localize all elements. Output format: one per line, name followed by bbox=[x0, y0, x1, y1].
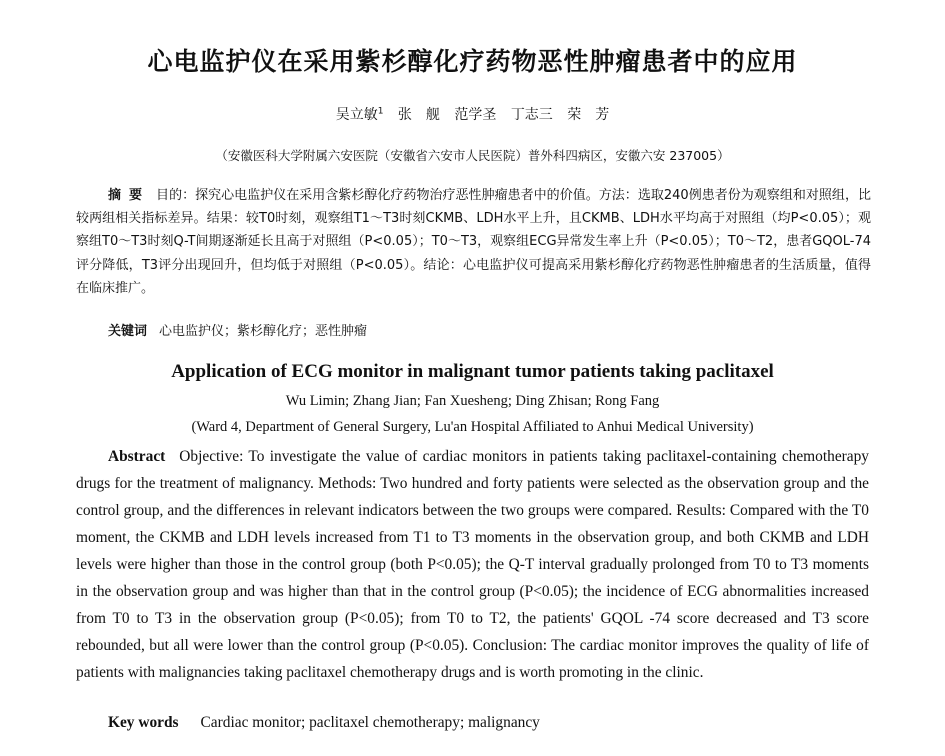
chinese-keywords bbox=[108, 320, 367, 339]
chinese-abstract-text: 目的：探究心电监护仪在采用含紫杉醇化疗药物治疗恶性肿瘤患者中的价值。方法：选取240例患者份为观察组和对照组，比较两组相关指标差异。结果：较T0时刻，观察组T1～T3时刻CKMB、LDH水平上升，且CKMB、LDH水平均高于对照组（均P<0.05）；观察组T0～T3时刻Q-T间期逐渐延长且高于对照组（P<0.05）；T0～T3，观察组ECG异常发生率上升（P<0.05）；T0～T2，患者GQOL-74评分降低，T3评分出现回升，但均低于对照组（P<0.05）。结论：心电监护仪可提高采用紫杉醇化疗药物恶性肿瘤患者的生活质量，值得在临床推广。 bbox=[76, 188, 871, 296]
english-authors: Wu Limin; Zhang Jian; Fan Xuesheng; Ding Zhisan; Rong Fang bbox=[285, 393, 660, 409]
english-abstract-text: Objective: To investigate the value of cardiac monitors in patients taking paclitaxel-containing chemotherapy drugs for the treatment of malignancy. Methods: Two hundred and forty patients were selected as the observation group and the control group, and the differences in relevant indicators between the two groups were compared. Results: Compared with the T0 moment, the CKMB and LDH levels increased from T1 to T3 moments in the observation group, and both CKMB and LDH levels were higher than those in the control group (both P<0.05); the Q-T interval gradually prolonged from T0 to T3 moments in the observation group and was higher than that in the control group (P<0.05); the incidence of ECG abnormalities increased from T0 to T3 in the observation group (P<0.05); from T0 to T2, the patients' GQOL -74 score decreased and T3 score rebounded, but all were lower than the control group (P<0.05). Conclusion: The cardiac monitor improves the quality of life of patients with malignancies taking paclitaxel chemotherapy drugs and is worth promoting in the clinic. bbox=[76, 448, 869, 681]
english-keywords-label: Key words bbox=[108, 714, 179, 731]
author-name: 张 舰 bbox=[397, 107, 440, 123]
english-abstract bbox=[76, 443, 869, 686]
author-name: 荣 芳 bbox=[567, 107, 610, 123]
english-title: Application of ECG monitor in malignant tumor patients taking paclitaxel bbox=[171, 361, 774, 382]
chinese-abstract bbox=[76, 184, 871, 300]
english-abstract-label: Abstract bbox=[108, 448, 166, 465]
chinese-authors bbox=[0, 104, 945, 124]
chinese-keywords-label: 关键词 bbox=[108, 324, 148, 339]
author-name: 吴立敏 bbox=[335, 107, 378, 123]
chinese-title: 心电监护仪在采用紫杉醇化疗药物恶性肿瘤患者中的应用 bbox=[147, 47, 798, 76]
chinese-keywords-text: 心电监护仪；紫杉醇化疗；恶性肿瘤 bbox=[159, 324, 368, 339]
author-name: 范学圣 bbox=[454, 107, 497, 123]
chinese-abstract-label: 摘要 bbox=[108, 188, 151, 203]
author-affiliation-mark: 1 bbox=[377, 106, 384, 117]
author-name: 丁志三 bbox=[510, 107, 553, 123]
english-keywords-text: Cardiac monitor; paclitaxel chemotherapy; malignancy bbox=[200, 714, 540, 731]
chinese-affiliation: （安徽医科大学附属六安医院（安徽省六安市人民医院）普外科四病区，安徽六安 237005） bbox=[215, 148, 730, 163]
english-affiliation: (Ward 4, Department of General Surgery, Lu'an Hospital Affiliated to Anhui Medical University) bbox=[191, 419, 754, 435]
english-keywords bbox=[108, 714, 540, 732]
